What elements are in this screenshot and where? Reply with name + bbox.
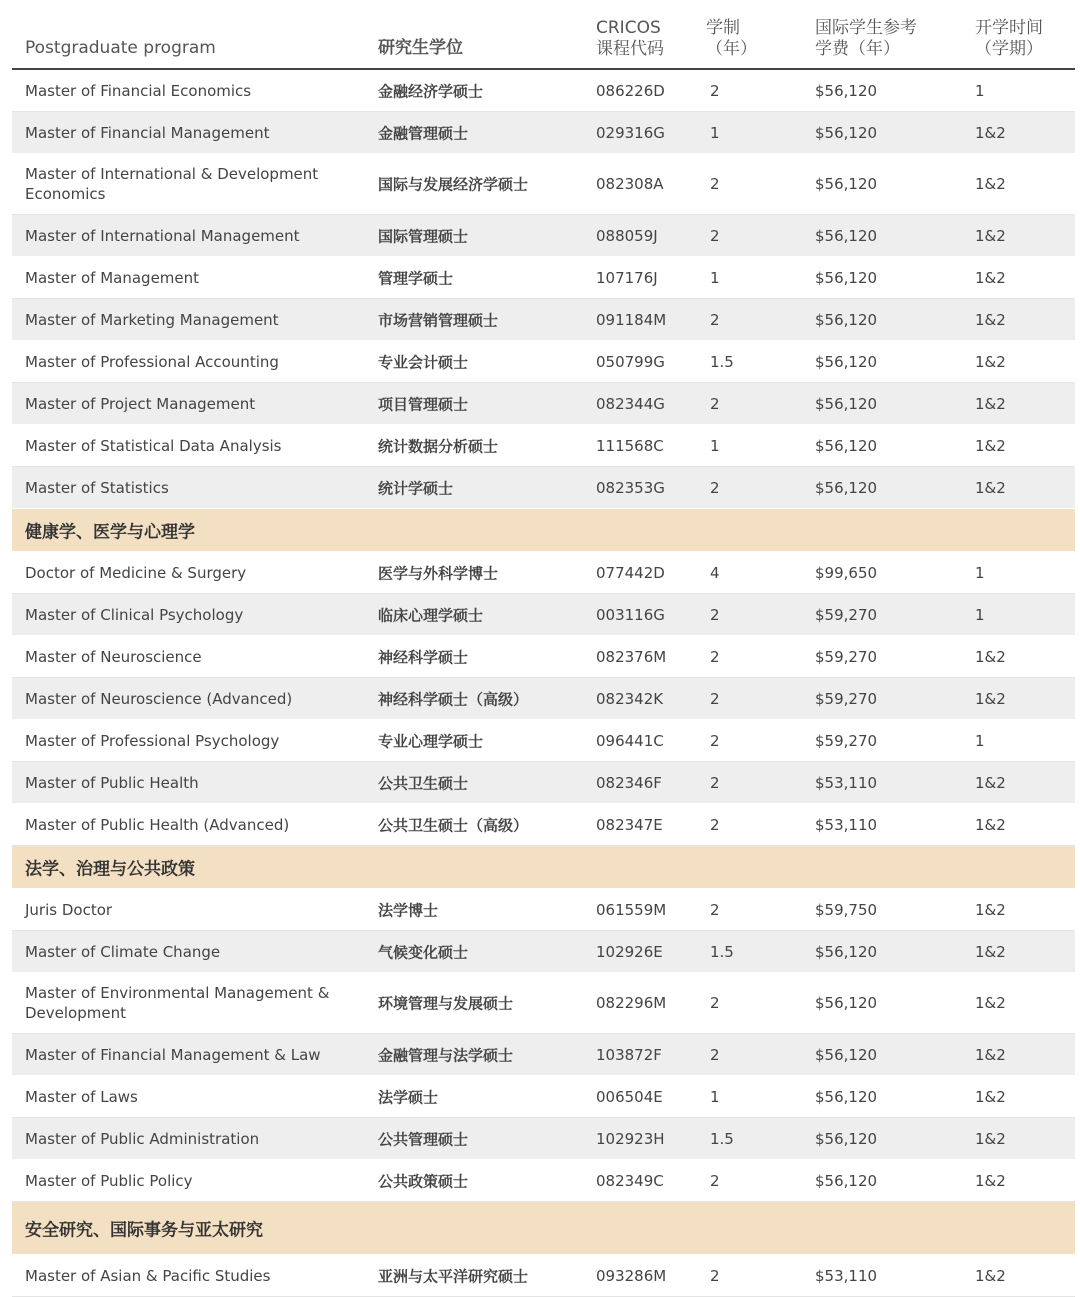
table-row <box>12 70 1075 112</box>
duration: 2 <box>710 773 720 792</box>
cricos-code: 077442D <box>596 563 665 582</box>
program-table <box>12 0 1075 1297</box>
tuition-fee: $56,120 <box>815 436 878 455</box>
tuition-fee: $56,120 <box>815 994 878 1012</box>
header-intake-line1: 开学时间 <box>975 18 1043 38</box>
cricos-code: 082347E <box>596 815 663 834</box>
intake: 1&2 <box>975 1129 1006 1148</box>
intake: 1 <box>975 731 985 750</box>
duration: 1 <box>710 436 720 455</box>
intake: 1&2 <box>975 268 1006 287</box>
cricos-code: 107176J <box>596 268 658 287</box>
intake: 1&2 <box>975 1087 1006 1106</box>
intake: 1&2 <box>975 900 1006 919</box>
table-row <box>12 552 1075 594</box>
program-name: Master of Neuroscience (Advanced) <box>25 689 293 708</box>
tuition-fee: $56,120 <box>815 942 878 961</box>
duration: 2 <box>710 1266 720 1285</box>
header-fee-line2: 学费（年） <box>815 39 900 59</box>
cricos-code: 103872F <box>596 1045 662 1064</box>
tuition-fee: $56,120 <box>815 1171 878 1190</box>
cricos-code: 102923H <box>596 1129 665 1148</box>
tuition-fee: $59,270 <box>815 689 878 708</box>
program-name: Master of Public Health (Advanced) <box>25 815 290 834</box>
header-fee <box>815 18 917 60</box>
degree-name: 专业会计硕士 <box>378 353 469 371</box>
duration: 1.5 <box>710 1129 734 1148</box>
intake: 1&2 <box>975 689 1006 708</box>
degree-name: 管理学硕士 <box>378 269 454 287</box>
table-row <box>12 154 1075 215</box>
tuition-fee: $59,270 <box>815 605 878 624</box>
table-body <box>12 70 1075 1297</box>
table-row <box>12 636 1075 678</box>
degree-name: 市场营销管理硕士 <box>378 311 499 329</box>
tuition-fee: $59,270 <box>815 731 878 750</box>
program-name: Master of Public Administration <box>25 1129 260 1148</box>
table-row <box>12 973 1075 1034</box>
degree-name: 亚洲与太平洋研究硕士 <box>378 1267 529 1285</box>
header-duration <box>706 18 757 60</box>
degree-name: 统计数据分析硕士 <box>378 437 499 455</box>
program-name: Master of Neuroscience <box>25 647 202 666</box>
intake: 1&2 <box>975 436 1006 455</box>
intake: 1&2 <box>975 647 1006 666</box>
degree-name: 公共管理硕士 <box>378 1130 469 1148</box>
intake: 1 <box>975 605 985 624</box>
cricos-code: 086226D <box>596 81 665 100</box>
table-row <box>12 1034 1075 1076</box>
program-name: Master of Climate Change <box>25 942 221 961</box>
intake: 1&2 <box>975 942 1006 961</box>
program-name: Master of Financial Economics <box>25 81 252 100</box>
table-row <box>12 594 1075 636</box>
program-name: Master of Professional Psychology <box>25 731 280 750</box>
program-name: Master of International Management <box>25 226 300 245</box>
cricos-code: 006504E <box>596 1087 663 1106</box>
program-name: Master of Asian & Pacific Studies <box>25 1266 271 1285</box>
intake: 1&2 <box>975 394 1006 413</box>
intake: 1&2 <box>975 1171 1006 1190</box>
cricos-code: 096441C <box>596 731 664 750</box>
degree-name: 金融经济学硕士 <box>378 82 484 100</box>
degree-name: 公共政策硕士 <box>378 1172 469 1190</box>
tuition-fee: $53,110 <box>815 815 878 834</box>
degree-name: 统计学硕士 <box>378 479 454 497</box>
table-row <box>12 215 1075 257</box>
tuition-fee: $53,110 <box>815 773 878 792</box>
duration: 2 <box>710 81 720 100</box>
degree-name: 专业心理学硕士 <box>378 732 484 750</box>
program-name: Master of Statistical Data Analysis <box>25 436 282 455</box>
table-row <box>12 299 1075 341</box>
program-name: Juris Doctor <box>25 900 113 919</box>
tuition-fee: $56,120 <box>815 1087 878 1106</box>
tuition-fee: $56,120 <box>815 394 878 413</box>
table-row <box>12 425 1075 467</box>
program-name: Master of Management <box>25 268 200 287</box>
cricos-code: 082308A <box>596 175 664 193</box>
table-row <box>12 762 1075 804</box>
header-duration-line1: 学制 <box>706 18 740 38</box>
tuition-fee: $56,120 <box>815 1129 878 1148</box>
intake: 1 <box>975 81 985 100</box>
tuition-fee: $56,120 <box>815 478 878 497</box>
section-header <box>12 509 1075 552</box>
intake: 1 <box>975 563 985 582</box>
duration: 1 <box>710 268 720 287</box>
intake: 1&2 <box>975 175 1006 193</box>
header-program: Postgraduate program <box>25 38 216 58</box>
cricos-code: 029316G <box>596 123 665 142</box>
header-intake-line2: （学期） <box>975 39 1043 59</box>
tuition-fee: $56,120 <box>815 226 878 245</box>
intake: 1&2 <box>975 352 1006 371</box>
cricos-code: 050799G <box>596 352 665 371</box>
program-name: Master of Clinical Psychology <box>25 605 244 624</box>
duration: 2 <box>710 731 720 750</box>
header-degree: 研究生学位 <box>378 38 463 58</box>
duration: 2 <box>710 394 720 413</box>
table-row <box>12 931 1075 973</box>
degree-name: 临床心理学硕士 <box>378 606 484 624</box>
degree-name: 国际管理硕士 <box>378 227 469 245</box>
table-row <box>12 804 1075 846</box>
cricos-code: 082349C <box>596 1171 664 1190</box>
cricos-code: 082344G <box>596 394 665 413</box>
tuition-fee: $56,120 <box>815 310 878 329</box>
section-title: 安全研究、国际事务与亚太研究 <box>25 1220 263 1241</box>
duration: 2 <box>710 226 720 245</box>
program-name: Master of Financial Management & Law <box>25 1045 321 1064</box>
degree-name: 医学与外科学博士 <box>378 564 499 582</box>
table-row <box>12 383 1075 425</box>
cricos-code: 102926E <box>596 942 663 961</box>
program-name: Master of Laws <box>25 1087 138 1106</box>
tuition-fee: $59,750 <box>815 900 878 919</box>
table-row <box>12 112 1075 154</box>
intake: 1&2 <box>975 994 1006 1012</box>
duration: 2 <box>710 175 720 193</box>
tuition-fee: $56,120 <box>815 81 878 100</box>
duration: 1.5 <box>710 352 734 371</box>
degree-name: 公共卫生硕士 <box>378 774 469 792</box>
section-header <box>12 1202 1075 1255</box>
duration: 2 <box>710 647 720 666</box>
header-duration-line2: （年） <box>706 39 757 59</box>
degree-name: 金融管理与法学硕士 <box>378 1046 514 1064</box>
program-name: Master of International & Development Economics <box>25 165 319 203</box>
section-title: 健康学、医学与心理学 <box>25 522 195 543</box>
header-cricos-line1: CRICOS <box>596 18 661 38</box>
program-name: Master of Project Management <box>25 394 256 413</box>
duration: 2 <box>710 689 720 708</box>
program-name: Master of Environmental Management & Development <box>25 984 330 1022</box>
table-row <box>12 1118 1075 1160</box>
cricos-code: 093286M <box>596 1266 667 1285</box>
intake: 1&2 <box>975 773 1006 792</box>
tuition-fee: $53,110 <box>815 1266 878 1285</box>
duration: 1 <box>710 1087 720 1106</box>
section-title: 法学、治理与公共政策 <box>25 859 195 880</box>
cricos-code: 082353G <box>596 478 665 497</box>
cricos-code: 088059J <box>596 226 658 245</box>
duration: 2 <box>710 310 720 329</box>
cricos-code: 003116G <box>596 605 665 624</box>
table-header <box>12 0 1075 70</box>
program-name: Master of Statistics <box>25 478 169 497</box>
degree-name: 公共卫生硕士（高级） <box>378 816 529 834</box>
degree-name: 气候变化硕士 <box>378 943 469 961</box>
intake: 1&2 <box>975 1045 1006 1064</box>
degree-name: 法学硕士 <box>378 1088 439 1106</box>
degree-name: 环境管理与发展硕士 <box>378 994 514 1013</box>
cricos-code: 091184M <box>596 310 667 329</box>
degree-name: 神经科学硕士 <box>378 648 469 666</box>
degree-name: 神经科学硕士（高级） <box>378 690 529 708</box>
duration: 2 <box>710 994 720 1012</box>
intake: 1&2 <box>975 1266 1006 1285</box>
program-name: Master of Public Policy <box>25 1171 193 1190</box>
program-name: Master of Public Health <box>25 773 199 792</box>
degree-name: 项目管理硕士 <box>378 395 469 413</box>
duration: 2 <box>710 605 720 624</box>
duration: 2 <box>710 478 720 497</box>
intake: 1&2 <box>975 123 1006 142</box>
tuition-fee: $56,120 <box>815 268 878 287</box>
header-cricos <box>596 18 664 60</box>
intake: 1&2 <box>975 478 1006 497</box>
intake: 1&2 <box>975 226 1006 245</box>
duration: 1.5 <box>710 942 734 961</box>
duration: 4 <box>710 563 720 582</box>
tuition-fee: $56,120 <box>815 1045 878 1064</box>
tuition-fee: $59,270 <box>815 647 878 666</box>
header-cricos-line2: 课程代码 <box>596 39 664 59</box>
cricos-code: 082376M <box>596 647 667 666</box>
table-row <box>12 341 1075 383</box>
table-row <box>12 1160 1075 1202</box>
duration: 1 <box>710 123 720 142</box>
degree-name: 金融管理硕士 <box>378 124 469 142</box>
duration: 2 <box>710 1045 720 1064</box>
cricos-code: 082346F <box>596 773 662 792</box>
cricos-code: 082296M <box>596 994 667 1012</box>
program-name: Master of Marketing Management <box>25 310 279 329</box>
section-header <box>12 846 1075 889</box>
cricos-code: 111568C <box>596 436 664 455</box>
tuition-fee: $56,120 <box>815 175 878 193</box>
duration: 2 <box>710 815 720 834</box>
intake: 1&2 <box>975 310 1006 329</box>
cricos-code: 082342K <box>596 689 664 708</box>
duration: 2 <box>710 900 720 919</box>
degree-name: 国际与发展经济学硕士 <box>378 175 529 194</box>
tuition-fee: $56,120 <box>815 352 878 371</box>
tuition-fee: $56,120 <box>815 123 878 142</box>
tuition-fee: $99,650 <box>815 563 878 582</box>
header-intake <box>975 18 1043 60</box>
program-name: Master of Financial Management <box>25 123 270 142</box>
header-fee-line1: 国际学生参考 <box>815 18 917 38</box>
program-name: Master of Professional Accounting <box>25 352 279 371</box>
table-row <box>12 889 1075 931</box>
table-row <box>12 257 1075 299</box>
degree-name: 法学博士 <box>378 901 439 919</box>
table-row <box>12 678 1075 720</box>
table-row <box>12 467 1075 509</box>
table-row <box>12 1076 1075 1118</box>
program-name: Doctor of Medicine & Surgery <box>25 563 247 582</box>
cricos-code: 061559M <box>596 900 667 919</box>
intake: 1&2 <box>975 815 1006 834</box>
duration: 2 <box>710 1171 720 1190</box>
table-row <box>12 720 1075 762</box>
table-row <box>12 1255 1075 1297</box>
